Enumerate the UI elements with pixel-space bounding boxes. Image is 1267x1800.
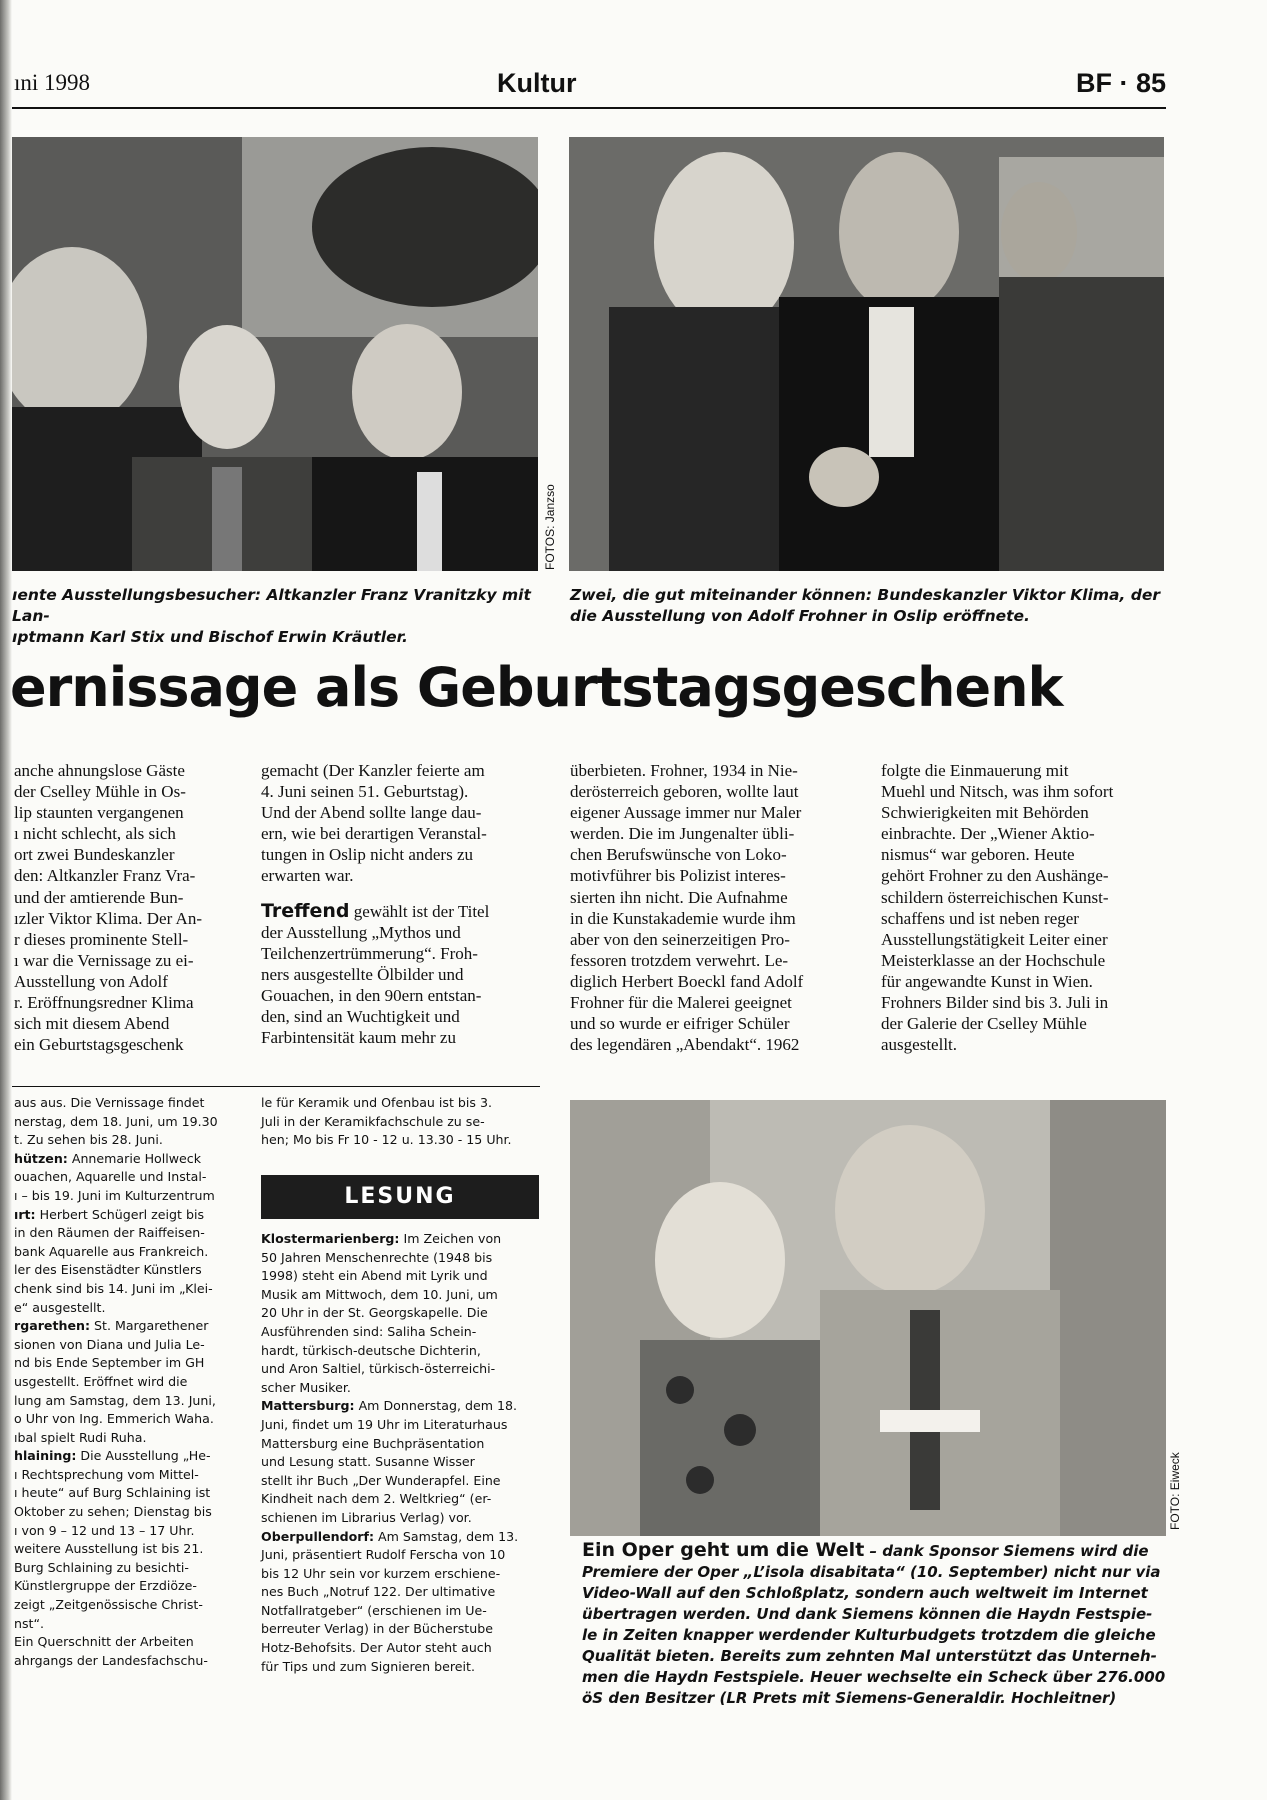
listing-line: [261, 1435, 541, 1454]
article-line: in die Kunstakademie wurde ihm: [570, 908, 796, 928]
article-headline: ernissage als Geburtstagsgeschenk: [10, 656, 1063, 719]
article-line: für angewandte Kunst in Wien.: [881, 971, 1093, 991]
listing-line: [14, 1484, 232, 1503]
listing-text: ı von 9 – 12 und 13 – 17 Uhr.: [14, 1522, 195, 1538]
listing-line: [14, 1261, 232, 1280]
caption-line: Premiere der Oper „L’isola disabitata“ (10. September) nicht nur via: [582, 1563, 1161, 1581]
listing-line: [261, 1397, 541, 1416]
article-line: schildern österreichischen Kunst-: [881, 887, 1109, 907]
caption-bottom: [582, 1540, 1168, 1709]
listing-text: t. Zu sehen bis 28. Juni.: [14, 1132, 163, 1148]
listing-text: St. Margarethener: [90, 1318, 209, 1334]
listing-line: [261, 1565, 541, 1584]
listings-column-2-top: [261, 1094, 541, 1150]
article-line: motivführer bis Polizist interes-: [570, 866, 786, 886]
listing-line: [14, 1336, 232, 1355]
listing-line: [14, 1410, 232, 1429]
listing-text: weitere Ausstellung ist bis 21.: [14, 1541, 204, 1557]
listing-line: [14, 1652, 232, 1671]
listing-place: Mattersburg:: [261, 1398, 355, 1414]
header-date: ıni 1998: [14, 70, 91, 95]
listing-text: Ausführenden sind: Saliha Schein-: [261, 1323, 477, 1339]
listing-text: und Lesung statt. Susanne Wisser: [261, 1454, 475, 1470]
caption-text: – dank Sponsor Siemens wird die: [864, 1542, 1149, 1560]
listings-column-1: [14, 1094, 232, 1670]
listing-text: chenk sind bis 14. Juni im „Klei-: [14, 1280, 213, 1296]
listing-line: [261, 1304, 541, 1323]
article-line: einbrachte. Der „Wiener Aktio-: [881, 824, 1095, 844]
listing-line: [14, 1317, 232, 1336]
article-line: ızler Viktor Klima. Der An-: [14, 908, 202, 928]
listing-line: [14, 1373, 232, 1392]
listing-text: Juni, präsentiert Rudolf Ferscha von 10: [261, 1547, 506, 1563]
listing-line: [14, 1540, 232, 1559]
listing-line: [14, 1429, 232, 1448]
listing-place: hützen:: [14, 1150, 68, 1166]
listing-place: Klostermarienberg:: [261, 1231, 400, 1246]
listing-text: Hotz-Behofsits. Der Autor steht auch: [261, 1640, 492, 1656]
article-line: Muehl und Nitsch, was ihm sofort: [881, 782, 1114, 802]
listing-line: [14, 1577, 232, 1596]
caption-top-left-line2: ıptmann Karl Stix und Bischof Erwin Kräutler.: [12, 628, 408, 646]
divider-listings: [12, 1086, 540, 1087]
article-line: gemacht (Der Kanzler feierte am: [261, 761, 485, 780]
listing-line: [261, 1453, 541, 1472]
article-line: gehört Frohner zu den Aushänge-: [881, 866, 1109, 886]
listing-text: Kindheit nach dem 2. Weltkrieg“ (er-: [261, 1491, 492, 1507]
listing-line: [14, 1150, 232, 1169]
listing-text: scher Musiker.: [261, 1379, 351, 1395]
listings-column-2: [261, 1230, 541, 1676]
listing-place: rgarethen:: [14, 1318, 91, 1334]
caption-line: Qualität bieten. Bereits zum zehnten Mal unterstützt das Unterneh-: [582, 1647, 1157, 1665]
listing-line: [261, 1323, 541, 1342]
listing-place: hlaining:: [14, 1448, 77, 1464]
article-line: nismus“ war geboren. Heute: [881, 845, 1075, 865]
article-line: eigener Aussage immer nur Maler: [570, 803, 802, 823]
listing-text: ıbal spielt Rudi Ruha.: [14, 1429, 147, 1445]
listing-text: ahrgangs der Landesfachschu-: [14, 1652, 208, 1668]
article-line: Ausstellung von Adolf: [14, 971, 168, 991]
listing-line: [261, 1546, 541, 1565]
listing-line: [261, 1639, 541, 1658]
listing-line: [261, 1490, 541, 1509]
listing-line: [14, 1187, 232, 1206]
article-line: r dieses prominente Stell-: [14, 929, 189, 949]
listing-line: [14, 1503, 232, 1522]
listing-line: [14, 1243, 232, 1262]
article-line: werden. Die im Jungenalter übli-: [570, 824, 795, 844]
listing-line: [14, 1299, 232, 1318]
listing-text: und Aron Saltiel, türkisch-österreichi-: [261, 1361, 496, 1377]
listing-line: [14, 1354, 232, 1373]
page-spine-shadow: [0, 0, 12, 1800]
listing-line: [261, 1528, 541, 1547]
listing-text: bank Aquarelle aus Frankreich.: [14, 1243, 209, 1259]
listing-line: [14, 1559, 232, 1578]
article-line: sierten ihn nicht. Die Aufnahme: [570, 887, 788, 907]
caption-line: [582, 1540, 1168, 1562]
article-line: lip staunten vergangenen: [14, 803, 184, 823]
article-line: Teilchenzertrümmerung“. Froh-: [261, 943, 478, 963]
listing-text: Juni, findet um 19 Uhr im Literaturhaus: [261, 1416, 508, 1432]
listing-text: Am Samstag, dem 13.: [374, 1528, 519, 1544]
article-line: [261, 901, 539, 922]
article-line: Gouachen, in den 90ern entstan-: [261, 985, 482, 1005]
photo-siemens-cheque: [570, 1100, 1166, 1536]
listing-text: in den Räumen der Raiffeisen-: [14, 1225, 205, 1241]
listing-line: [14, 1280, 232, 1299]
caption-top-left: [12, 585, 542, 648]
listing-text: Annemarie Hollweck: [67, 1150, 202, 1166]
article-line: und der amtierende Bun-: [14, 887, 184, 907]
listing-line: [261, 1602, 541, 1621]
listing-line: [14, 1447, 232, 1466]
listing-line: [14, 1466, 232, 1485]
article-line: ı nicht schlecht, als sich: [14, 824, 176, 844]
header-rule: [12, 107, 1166, 109]
listing-text: für Tips und zum Signieren bereit.: [261, 1658, 475, 1674]
listing-line: [14, 1615, 232, 1634]
listing-text: sionen von Diana und Julia Le-: [14, 1336, 205, 1352]
listing-line: [261, 1342, 541, 1361]
listing-text: zeigt „Zeitgenössische Christ-: [14, 1597, 203, 1613]
article-line: und so wurde er eifriger Schüler: [570, 1014, 790, 1034]
caption-title: Ein Oper geht um die Welt: [582, 1539, 865, 1561]
caption-line: übertragen werden. Und dank Siemens können die Haydn Festspie-: [582, 1605, 1153, 1623]
article-line: ein Geburtstagsgeschenk: [14, 1035, 184, 1055]
listing-text: stellt ihr Buch „Der Wunderapfel. Eine: [261, 1472, 501, 1488]
article-line: der Ausstellung „Mythos und: [261, 922, 461, 942]
listing-line: Juli in der Keramikfachschule zu se-: [261, 1113, 485, 1129]
listing-line: [261, 1379, 541, 1398]
listing-text: Mattersburg eine Buchpräsentation: [261, 1435, 485, 1451]
listing-line: [261, 1230, 541, 1249]
listing-text: nd bis Ende September im GH: [14, 1355, 205, 1371]
listing-text: nst“.: [14, 1615, 45, 1631]
article-line: überbieten. Frohner, 1934 in Nie-: [570, 761, 798, 780]
caption-top-right-line2: die Ausstellung von Adolf Frohner in Oslip eröffnete.: [570, 607, 1030, 625]
article-column-1: [14, 760, 230, 1055]
article-line: der Galerie der Cselley Mühle: [881, 1014, 1087, 1034]
article-line: Und der Abend sollte lange dau-: [261, 803, 482, 823]
listing-text: Künstlergruppe der Erzdiöze-: [14, 1578, 197, 1594]
article-line: den, sind an Wuchtigkeit und: [261, 1007, 460, 1027]
listing-text: Musik am Mittwoch, dem 10. Juni, um: [261, 1286, 498, 1302]
listing-text: ler des Eisenstädter Künstlers: [14, 1262, 202, 1278]
article-line: folgte die Einmauerung mit: [881, 761, 1069, 780]
article-line: ı war die Vernissage zu ei-: [14, 950, 194, 970]
listing-line: [261, 1509, 541, 1528]
listing-text: Ein Querschnitt der Arbeiten: [14, 1634, 194, 1650]
article-line: Meisterklasse an der Hochschule: [881, 950, 1106, 970]
listing-text: Oktober zu sehen; Dienstag bis: [14, 1504, 212, 1520]
article-text: gewählt ist der Titel: [349, 901, 490, 921]
listing-text: Herbert Schügerl zeigt bis: [35, 1206, 205, 1222]
listing-line: [14, 1206, 232, 1225]
listing-line: [261, 1360, 541, 1379]
listing-text: schienen im Librarius Verlag) vor.: [261, 1509, 472, 1525]
listing-text: bis 12 Uhr sein vor kurzem erschiene-: [261, 1565, 501, 1581]
caption-top-left-line1: ıente Ausstellungsbesucher: Altkanzler Franz Vranitzky mit Lan-: [12, 586, 531, 625]
listing-line: [14, 1168, 232, 1187]
photo-credit-top: FOTOS: Janzso: [543, 484, 557, 570]
listing-line: le für Keramik und Ofenbau ist bis 3.: [261, 1095, 492, 1110]
caption-line: men die Haydn Festspiele. Heuer wechselte ein Scheck über 276.000: [582, 1668, 1166, 1686]
article-line: sich mit diesem Abend: [14, 1014, 170, 1034]
listing-text: 20 Uhr in der St. Georgskapelle. Die: [261, 1305, 488, 1321]
caption-top-right-line1: Zwei, die gut miteinander können: Bundeskanzler Viktor Klima, der: [570, 586, 1161, 604]
article-line: des legendären „Abendakt“. 1962: [570, 1035, 800, 1055]
listing-line: [14, 1094, 232, 1113]
article-line: chen Berufswünsche von Loko-: [570, 845, 787, 865]
article-line: der Cselley Mühle in Os-: [14, 782, 186, 802]
listing-text: ı Rechtsprechung vom Mittel-: [14, 1466, 199, 1482]
listing-line: [261, 1249, 541, 1268]
article-line: aber von den seinerzeitigen Pro-: [570, 929, 790, 949]
listing-line: [261, 1583, 541, 1602]
listing-place: Oberpullendorf:: [261, 1528, 374, 1544]
listing-text: nerstag, dem 18. Juni, um 19.30: [14, 1113, 218, 1129]
article-line: Frohner für die Malerei geeignet: [570, 993, 792, 1013]
listing-line: [261, 1472, 541, 1491]
listing-text: Burg Schlaining zu besichti-: [14, 1559, 189, 1575]
article-line: Ausstellungstätigkeit Leiter einer: [881, 929, 1108, 949]
article-line: r. Eröffnungsredner Klima: [14, 993, 194, 1013]
photo-chancellor-klima: [569, 137, 1164, 571]
header-page-number: BF · 85: [1075, 68, 1166, 98]
lesung-heading-box: LESUNG: [261, 1175, 539, 1219]
listing-line: hen; Mo bis Fr 10 - 12 u. 13.30 - 15 Uhr.: [261, 1132, 512, 1148]
caption-line: öS den Besitzer (LR Prets mit Siemens-Generaldir. Hochleitner): [582, 1689, 1117, 1707]
listing-text: o Uhr von Ing. Emmerich Waha.: [14, 1411, 214, 1427]
listing-text: berreuter Verlag) in der Bücherstube: [261, 1621, 493, 1637]
listing-text: e“ ausgestellt.: [14, 1299, 106, 1315]
listing-line: [261, 1416, 541, 1435]
page-header: [12, 68, 1166, 108]
article-line: anche ahnungslose Gäste: [14, 761, 185, 780]
listing-line: [14, 1113, 232, 1132]
header-section: Kultur: [497, 68, 577, 98]
listing-line: [261, 1620, 541, 1639]
caption-top-right: [570, 585, 1165, 627]
listing-line: [14, 1522, 232, 1541]
article-column-2: [261, 760, 539, 1048]
article-line: Frohners Bilder sind bis 3. Juli in: [881, 993, 1109, 1013]
paragraph-lead-word: Treffend: [261, 899, 350, 922]
article-line: ners ausgestellte Ölbilder und: [261, 964, 464, 984]
listing-line: [14, 1596, 232, 1615]
article-line: fessoren trotzdem verwehrt. Le-: [570, 950, 789, 970]
listing-text: Am Donnerstag, dem 18.: [354, 1398, 518, 1414]
listing-text: aus aus. Die Vernissage findet: [14, 1095, 205, 1110]
article-line: diglich Herbert Boeckl fand Adolf: [570, 971, 804, 991]
listing-text: ouachen, Aquarelle und Instal-: [14, 1169, 207, 1185]
listing-text: ı – bis 19. Juni im Kulturzentrum: [14, 1187, 215, 1203]
listing-text: Die Ausstellung „He-: [76, 1448, 211, 1464]
listing-line: [261, 1267, 541, 1286]
article-line: ausgestellt.: [881, 1035, 958, 1055]
article-line: ort zwei Bundeskanzler: [14, 845, 175, 865]
caption-line: le in Zeiten knapper werdender Kulturbudgets trotzdem die gleiche: [582, 1626, 1156, 1644]
listing-line: [14, 1633, 232, 1652]
listing-text: 50 Jahren Menschenrechte (1948 bis: [261, 1249, 493, 1265]
article-column-3: [570, 760, 848, 1055]
listing-line: [261, 1658, 541, 1677]
article-line: derösterreich geboren, wollte laut: [570, 782, 799, 802]
listing-text: Im Zeichen von: [399, 1231, 502, 1246]
listing-text: ı heute“ auf Burg Schlaining ist: [14, 1485, 211, 1501]
listing-line: [14, 1224, 232, 1243]
article-line: ern, wie bei derartigen Veranstal-: [261, 824, 487, 844]
listing-line: [14, 1392, 232, 1411]
listing-text: lung am Samstag, dem 13. Juni,: [14, 1392, 216, 1408]
article-line: Farbintensität kaum mehr zu: [261, 1028, 456, 1048]
article-line: den: Altkanzler Franz Vra-: [14, 866, 196, 886]
photo-exhibition-visitors: [12, 137, 538, 571]
listing-text: usgestellt. Eröffnet wird die: [14, 1373, 188, 1389]
article-line: Schwierigkeiten mit Behörden: [881, 803, 1089, 823]
listing-line: [14, 1131, 232, 1150]
listing-text: Notfallratgeber“ (erschienen im Ue-: [261, 1602, 487, 1618]
article-line: tungen in Oslip nicht anders zu: [261, 845, 473, 865]
listing-text: hardt, türkisch-deutsche Dichterin,: [261, 1342, 481, 1358]
listing-place: ırt:: [14, 1206, 36, 1222]
article-line: 4. Juni seinen 51. Geburtstag).: [261, 782, 469, 802]
article-column-4: [881, 760, 1166, 1055]
article-line: schaffens und ist neben reger: [881, 908, 1079, 928]
article-line: erwarten war.: [261, 866, 354, 886]
listing-text: 1998) steht ein Abend mit Lyrik und: [261, 1268, 488, 1284]
listing-text: nes Buch „Notruf 122. Der ultimative: [261, 1584, 496, 1600]
listing-line: [261, 1286, 541, 1305]
caption-line: Video-Wall auf den Schloßplatz, sondern auch weltweit im Internet: [582, 1584, 1148, 1602]
photo-credit-bottom: FOTO: Eiweck: [1168, 1452, 1182, 1530]
